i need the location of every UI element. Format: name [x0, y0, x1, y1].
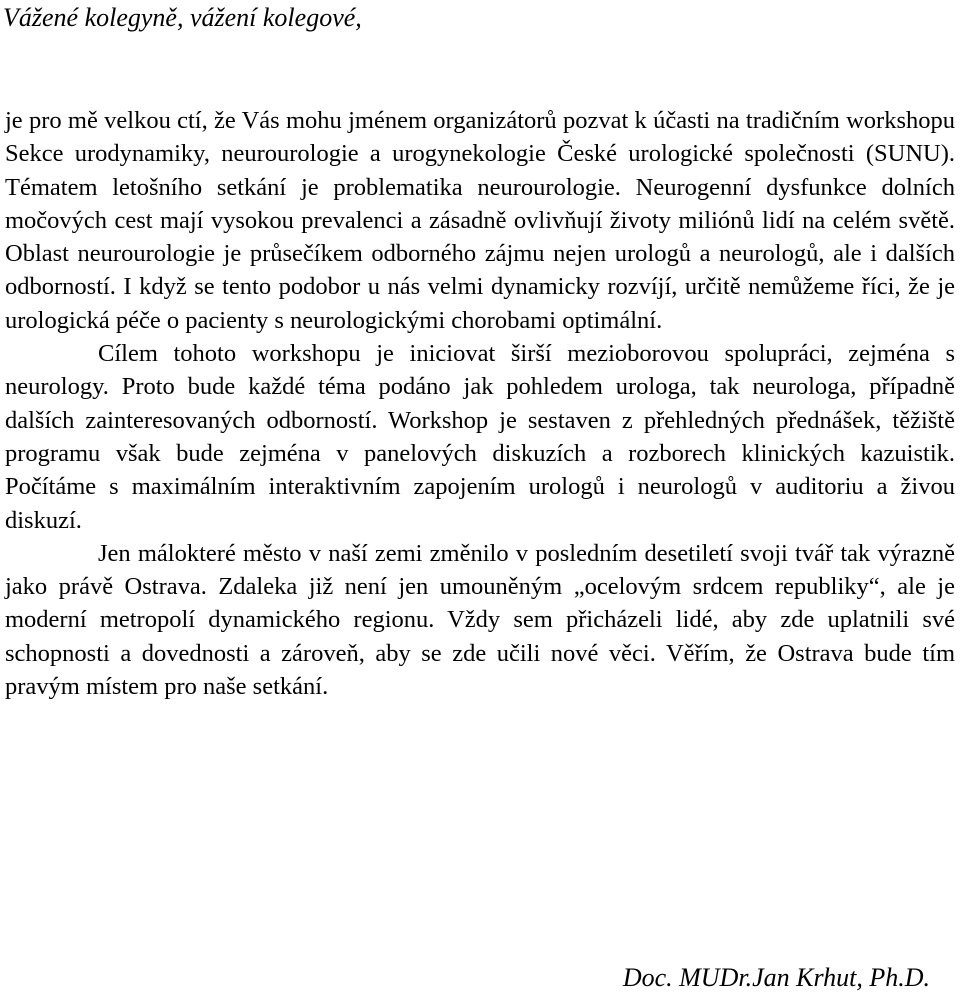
paragraph-workshop-goal: Cílem tohoto workshopu je iniciovat širší mezioborovou spolupráci, zejména s neurology. Proto bude každé téma podáno jak pohledem urologa, tak neurologa, případně dalších zainteresovaných odborností. Workshop je sestaven z přehledných přednášek, těžiště programu však bude zejména v panelových diskuzích a rozborech klinických kazuistik. Počítáme s maximálním interaktivním zapojením urologů i neurologů v auditoriu a živou diskuzí. — [5, 340, 955, 534]
paragraph-invitation: je pro mě velkou ctí, že Vás mohu jménem organizátorů pozvat k účasti na tradičním workshopu Sekce urodynamiky, neurourologie a urogynekologie České urologické společnosti (SUNU). Tématem letošního setkání je problematika neurourologie. Neurogenní dysfunkce dolních močových cest mají vysokou prevalenci a zásadně ovlivňují životy miliónů lidí na celém světě. Oblast neurourologie je průsečíkem odborného zájmu nejen urologů a neurologů, ale i dalších odborností. I když se tento podobor u nás velmi dynamicky rozvíjí, určitě nemůžeme říci, že je urologická péče o pacienty s neurologickými chorobami optimální. — [5, 107, 955, 334]
letter-greeting: Vážené kolegyně, vážení kolegové, — [3, 3, 362, 32]
letter-signature: Doc. MUDr.Jan Krhut, Ph.D. — [622, 963, 930, 992]
paragraph-ostrava: Jen málokteré město v naší zemi změnilo v posledním desetiletí svoji tvář tak výrazně jako právě Ostrava. Zdaleka již není jen umouněným „ocelovým srdcem republiky“, ale je moderní metropolí dynamického regionu. Vždy sem přicházeli lidé, aby zde uplatnili své schopnosti a dovednosti a zároveň, aby se zde učili nové věci. Věřím, že Ostrava bude tím pravým místem pro naše setkání. — [5, 539, 955, 701]
letter-body — [5, 104, 955, 703]
